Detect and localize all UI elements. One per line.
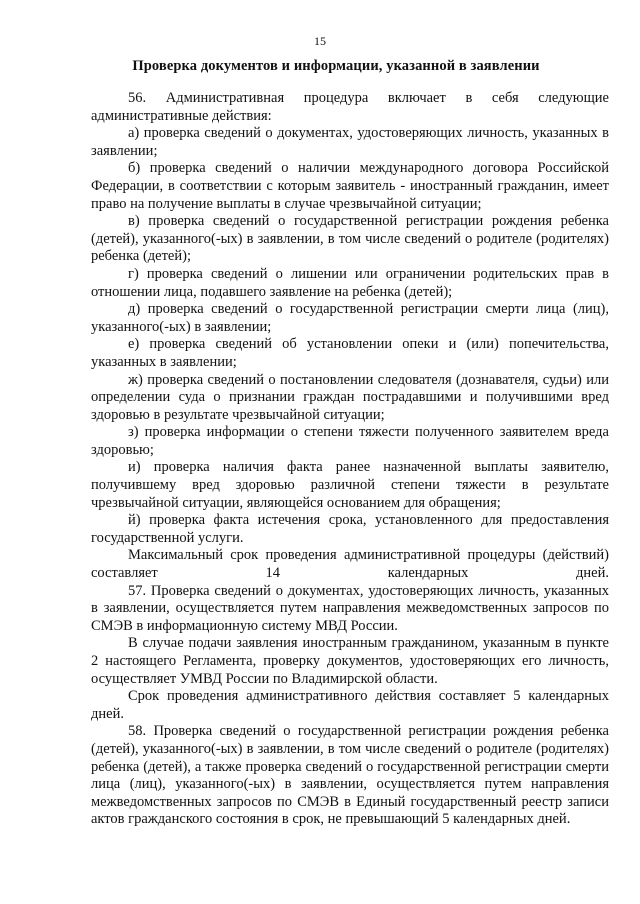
list-item-e: е) проверка сведений об установлении опеки и (или) попечительства, указанных в заявлении; [91, 336, 609, 370]
paragraph-max-term: Максимальный срок проведения административной процедуры (действий) составляет 14 календарных дней. [91, 547, 609, 582]
list-item-z: з) проверка информации о степени тяжести полученного заявителем вреда здоровью; [91, 424, 609, 458]
paragraph-56: 56. Административная процедура включает в себя следующие административные действия: [91, 90, 609, 124]
paragraph-action-term: Срок проведения административного действия составляет 5 календарных дней. [91, 688, 609, 722]
list-item-b: б) проверка сведений о наличии международного договора Российской Федерации, в соответствии с которым заявитель - иностранный гражданин, имеет право на получение выплаты в случае чрезвычайной ситуации; [91, 160, 609, 212]
paragraph-58: 58. Проверка сведений о государственной регистрации рождения ребенка (детей), указанного(-ых) в заявлении, в том числе сведений о родителе (родителях) ребенка (детей), а также проверка сведений о государственной регистрации смерти лица (лиц), указанного(-ых) в заявлении, осуществляется путем направления межведомственных запросов по СМЭВ в Единый государственный реестр записи актов гражданского состояния в срок, не превышающий 5 календарных дней. [91, 723, 609, 828]
section-heading: Проверка документов и информации, указанной в заявлении [132, 58, 540, 74]
paragraph-foreign-citizen: В случае подачи заявления иностранным гражданином, указанным в пункте 2 настоящего Регламента, проверку документов, удостоверяющих его личность, осуществляет УМВД России по Владимирской области. [91, 635, 609, 687]
list-item-v: в) проверка сведений о государственной регистрации рождения ребенка (детей), указанного(-ых) в заявлении, в том числе сведений о родителе (родителях) ребенка (детей); [91, 213, 609, 265]
document-body [91, 90, 609, 829]
list-item-g: г) проверка сведений о лишении или ограничении родительских прав в отношении лица, подавшего заявление на ребенка (детей); [91, 265, 609, 300]
paragraph-57: 57. Проверка сведений о документах, удостоверяющих личность, указанных в заявлении, осуществляется путем направления межведомственных запросов по СМЭВ в информационную систему МВД России. [91, 582, 609, 634]
list-item-d: д) проверка сведений о государственной регистрации смерти лица (лиц), указанного(-ых) в заявлении; [91, 301, 609, 335]
list-item-a: а) проверка сведений о документах, удостоверяющих личность, указанных в заявлении; [91, 125, 609, 159]
list-item-y: й) проверка факта истечения срока, установленного для предоставления государственной услуги. [91, 512, 609, 546]
list-item-zh: ж) проверка сведений о постановлении следователя (дознавателя, судьи) или определении суда о признании граждан пострадавшими и получившими вред здоровью в результате чрезвычайной ситуации; [91, 371, 609, 423]
list-item-i: и) проверка наличия факта ранее назначенной выплаты заявителю, получившему вред здоровью различной степени тяжести в результате чрезвычайной ситуации, являющейся основанием для обращения; [91, 459, 609, 511]
page-number: 15 [314, 34, 326, 48]
